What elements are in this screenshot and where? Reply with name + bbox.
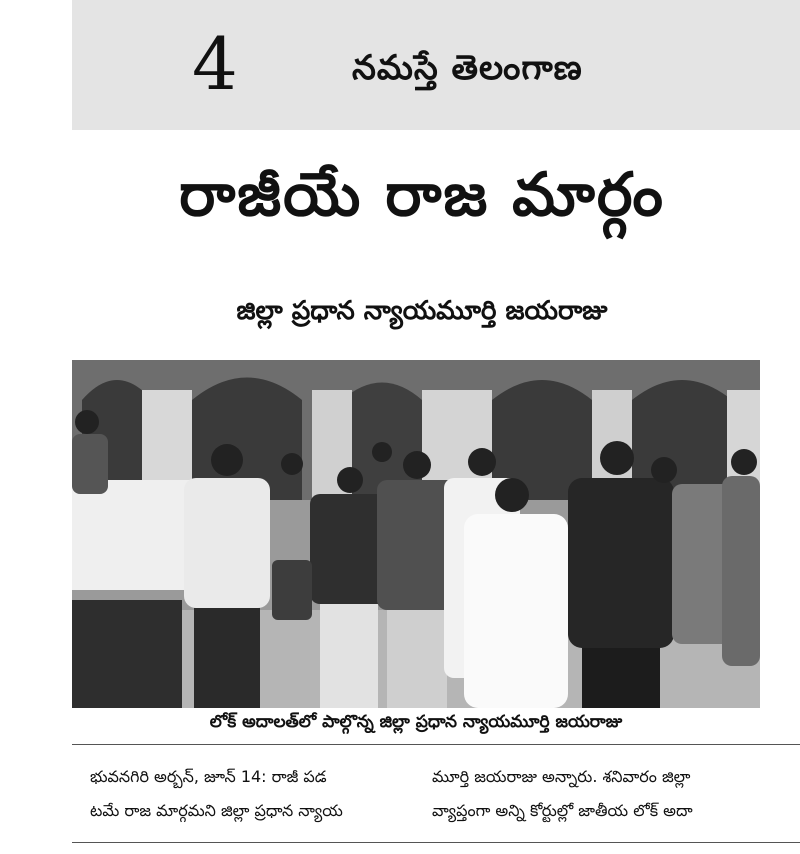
page-number: 4	[192, 22, 238, 106]
body-line: టమే రాజ మార్గమని జిల్లా ప్రధాన న్యాయ	[90, 801, 343, 820]
body-line: మూర్తి జయరాజు అన్నారు. శనివారం జిల్లా	[432, 767, 691, 786]
body-column-2	[432, 760, 754, 828]
masthead	[72, 0, 800, 130]
caption-divider	[72, 744, 800, 745]
body-column-1	[90, 760, 412, 828]
body-line: భువనగిరి అర్బన్, జూన్ 14: రాజీ పడ	[90, 767, 327, 786]
photo-caption: లోక్ అదాలత్‌లో పాల్గొన్న జిల్లా ప్రధాన న్యాయమూర్తి జయరాజు	[209, 712, 623, 732]
photo-illustration	[72, 360, 760, 708]
newspaper-name: నమస్తే తెలంగాణ	[352, 48, 583, 88]
bottom-divider	[72, 842, 800, 843]
article-headline: రాజీయే రాజ మార్గం	[179, 160, 665, 230]
body-line: వ్యాప్తంగా అన్ని కోర్టుల్లో జాతీయ లోక్ అదా	[432, 801, 693, 820]
news-photo	[72, 360, 760, 708]
article-subheadline: జిల్లా ప్రధాన న్యాయమూర్తి జయరాజు	[236, 296, 608, 326]
